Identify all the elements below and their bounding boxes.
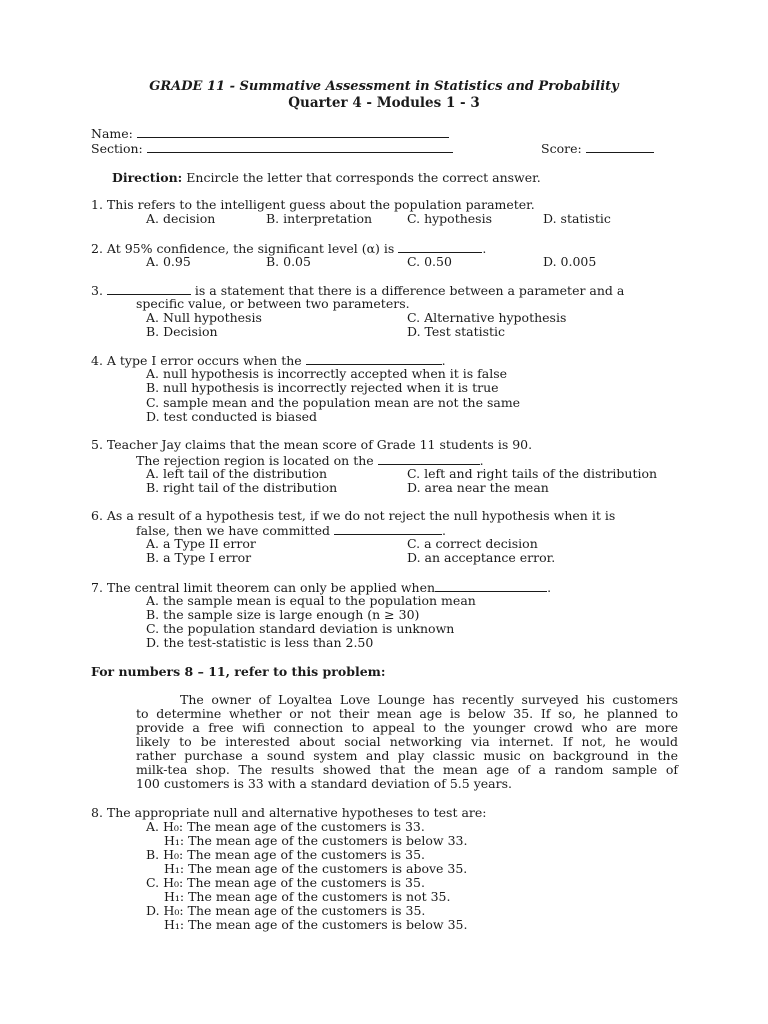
q7-option-d[interactable]: D. the test-statistic is less than 2.50 xyxy=(146,635,374,650)
question-5-stem: 5. Teacher Jay claims that the mean score of Grade 11 students is 90. xyxy=(91,437,533,452)
q4-option-b[interactable]: B. null hypothesis is incorrectly rejected when it is true xyxy=(146,380,499,395)
q3-blank xyxy=(107,283,191,295)
q3-option-c[interactable]: C. Alternative hypothesis xyxy=(407,310,567,325)
q3-option-d[interactable]: D. Test statistic xyxy=(407,324,506,339)
q2-option-b[interactable]: B. 0.05 xyxy=(266,254,311,269)
q2-blank xyxy=(398,241,482,253)
problem-line: milk-tea shop. The results showed that the mean age of a random sample of xyxy=(136,762,678,777)
direction xyxy=(112,171,541,185)
q1-option-d[interactable]: D. statistic xyxy=(543,211,611,226)
q6-blank xyxy=(334,523,442,535)
q4-option-a[interactable]: A. null hypothesis is incorrectly accepted when it is false xyxy=(146,366,508,381)
q8-option-b-alt: H₁: The mean age of the customers is above 35. xyxy=(164,861,468,876)
q7-option-c[interactable]: C. the population standard deviation is unknown xyxy=(146,621,455,636)
q8-option-c-null[interactable]: C. H₀: The mean age of the customers is 35. xyxy=(146,875,425,890)
q3-stem-line2: specific value, or between two parameters. xyxy=(136,296,410,311)
assessment-title: GRADE 11 - Summative Assessment in Statistics and Probability xyxy=(149,79,619,94)
problem-line: to determine whether or not their mean age is below 35. If so, he planned to xyxy=(136,706,678,721)
q7-stem-text: 7. The central limit theorem can only be applied when xyxy=(91,580,436,595)
q4-stem-text: 4. A type I error occurs when the xyxy=(91,353,302,368)
q4-stem-end: . xyxy=(441,353,446,368)
question-8-stem: 8. The appropriate null and alternative hypotheses to test are: xyxy=(91,805,487,820)
q6-option-b[interactable]: B. a Type I error xyxy=(146,550,252,565)
name-label: Name: xyxy=(91,126,133,141)
q5-stem2-text: The rejection region is located on the xyxy=(136,453,374,468)
q6-stem-end: . xyxy=(442,523,446,538)
section-field[interactable] xyxy=(91,141,453,156)
score-label: Score: xyxy=(541,141,582,156)
score-blank[interactable] xyxy=(586,141,654,153)
q4-option-c[interactable]: C. sample mean and the population mean are not the same xyxy=(146,395,521,410)
q5-blank xyxy=(378,453,480,465)
section-blank[interactable] xyxy=(147,141,453,153)
q6-option-c[interactable]: C. a correct decision xyxy=(407,536,538,551)
q5-option-b[interactable]: B. right tail of the distribution xyxy=(146,480,338,495)
problem-line: 100 customers is 33 with a standard deviation of 5.5 years. xyxy=(136,776,512,791)
question-1-stem: 1. This refers to the intelligent guess about the population parameter. xyxy=(91,197,535,212)
q8-option-d-null[interactable]: D. H₀: The mean age of the customers is 35. xyxy=(146,903,426,918)
q5-option-c[interactable]: C. left and right tails of the distribution xyxy=(407,466,658,481)
q3-number: 3. xyxy=(91,283,103,298)
problem-line: rather purchase a sound system and play classic music on background in the xyxy=(136,748,678,763)
q4-option-d[interactable]: D. test conducted is biased xyxy=(146,409,318,424)
q8-option-c-alt: H₁: The mean age of the customers is not 35. xyxy=(164,889,451,904)
q1-option-c[interactable]: C. hypothesis xyxy=(407,211,493,226)
problem-line: The owner of Loyaltea Love Lounge has recently surveyed his customers xyxy=(180,692,678,707)
q7-stem-end: . xyxy=(547,580,552,595)
q5-stem-end: . xyxy=(479,453,484,468)
q8-option-b-null[interactable]: B. H₀: The mean age of the customers is 35. xyxy=(146,847,426,862)
problem-paragraph xyxy=(136,693,678,791)
name-field[interactable] xyxy=(91,126,449,141)
q2-stem-end: . xyxy=(482,241,487,256)
problem-line: likely to be interested about social networking via internet. If not, he would xyxy=(136,734,678,749)
q8-option-d-alt: H₁: The mean age of the customers is below 35. xyxy=(164,917,468,932)
q1-option-b[interactable]: B. interpretation xyxy=(266,211,373,226)
q3-option-a[interactable]: A. Null hypothesis xyxy=(146,310,262,325)
q2-option-c[interactable]: C. 0.50 xyxy=(407,254,452,269)
assessment-subtitle: Quarter 4 - Modules 1 - 3 xyxy=(288,95,480,111)
q6-option-a[interactable]: A. a Type II error xyxy=(146,536,256,551)
direction-label: Direction: xyxy=(112,170,183,185)
q2-option-d[interactable]: D. 0.005 xyxy=(543,254,597,269)
direction-text: Encircle the letter that corresponds the correct answer. xyxy=(186,170,541,185)
q3-stem-text: is a statement that there is a difference between a parameter and a xyxy=(194,283,625,298)
name-blank[interactable] xyxy=(137,126,449,138)
q4-blank xyxy=(306,353,442,365)
section-label: Section: xyxy=(91,141,143,156)
q2-option-a[interactable]: A. 0.95 xyxy=(146,254,191,269)
q6-stem2-text: false, then we have committed xyxy=(136,523,331,538)
q2-stem-text: 2. At 95% confidence, the significant level (α) is xyxy=(91,241,395,256)
q5-option-a[interactable]: A. left tail of the distribution xyxy=(146,466,328,481)
q5-option-d[interactable]: D. area near the mean xyxy=(407,480,549,495)
q3-option-b[interactable]: B. Decision xyxy=(146,324,218,339)
question-6-stem: 6. As a result of a hypothesis test, if we do not reject the null hypothesis when it is xyxy=(91,508,616,523)
problem-heading: For numbers 8 – 11, refer to this problem: xyxy=(91,664,386,679)
problem-line: provide a free wifi connection to appeal to the younger crowd who are more xyxy=(136,720,678,735)
q7-blank xyxy=(435,580,547,592)
q1-option-a[interactable]: A. decision xyxy=(146,211,216,226)
q8-option-a-null[interactable]: A. H₀: The mean age of the customers is 33. xyxy=(146,819,425,834)
q7-option-b[interactable]: B. the sample size is large enough (n ≥ 30) xyxy=(146,607,420,622)
q7-option-a[interactable]: A. the sample mean is equal to the population mean xyxy=(146,593,476,608)
score-field[interactable] xyxy=(541,141,654,156)
q8-option-a-alt: H₁: The mean age of the customers is below 33. xyxy=(164,833,468,848)
q6-option-d[interactable]: D. an acceptance error. xyxy=(407,550,556,565)
